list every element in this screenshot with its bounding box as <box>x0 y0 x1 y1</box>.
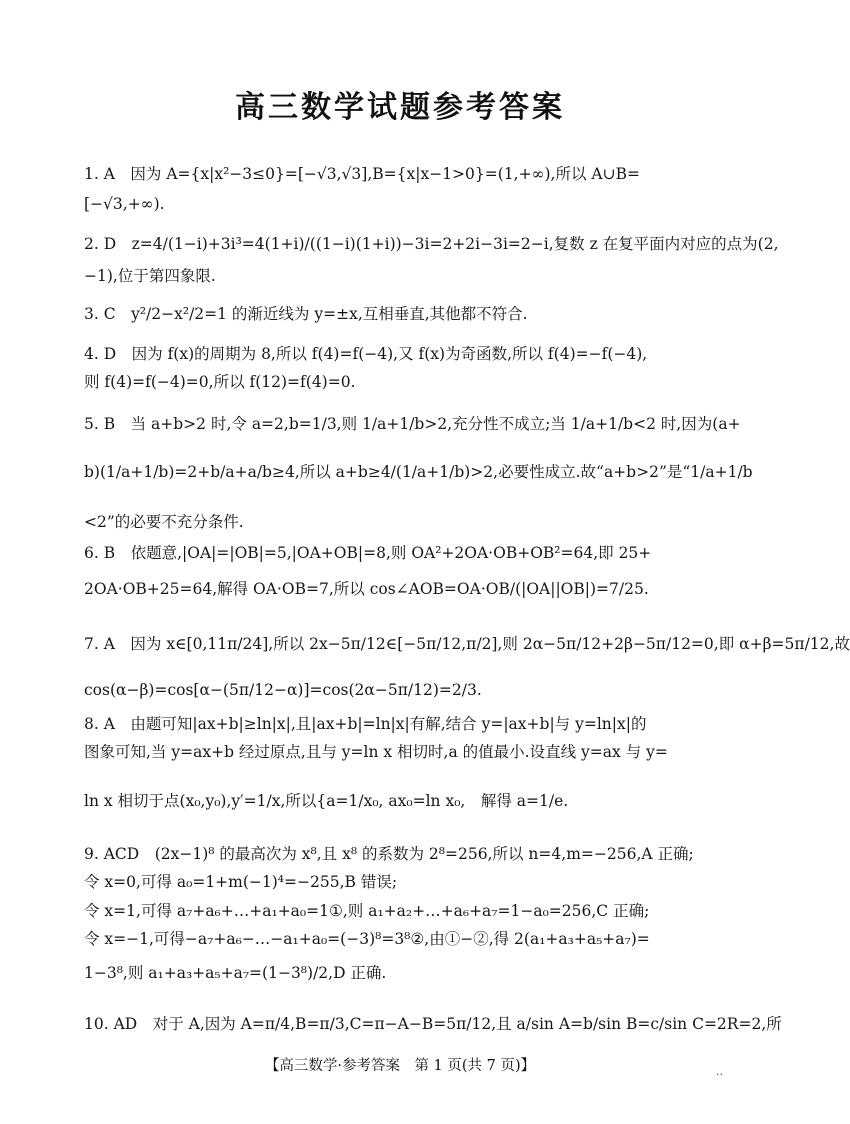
answer-line-q9-b: 令 x=0,可得 a₀=1+m(−1)⁴=−255,B 错误; <box>84 873 398 891</box>
answer-line-q6-b: 2OA·OB+25=64,解得 OA·OB=7,所以 cos∠AOB=OA·OB/(|OA||OB|)=7/25. <box>84 580 649 598</box>
answer-line-q1-b: [−√3,+∞). <box>84 195 165 213</box>
answer-line-q7-a: 7. A 因为 x∈[0,11π/24],所以 2x−5π/12∈[−5π/12,π/2],则 2α−5π/12+2β−5π/12=0,即 α+β=5π/12,故 <box>84 635 850 653</box>
answer-line-q9-d: 令 x=−1,可得−a₇+a₆−…−a₁+a₀=(−3)⁸=3⁸②,由①−②,得 2(a₁+a₃+a₅+a₇)= <box>84 930 650 948</box>
answer-line-q9-a: 9. ACD (2x−1)⁸ 的最高次为 x⁸,且 x⁸ 的系数为 2⁸=256,所以 n=4,m=−256,A 正确; <box>84 845 694 863</box>
answer-line-q2-b: −1),位于第四象限. <box>84 267 216 285</box>
answer-line-q10-a: 10. AD 对于 A,因为 A=π/4,B=π/3,C=π−A−B=5π/12,且 a/sin A=b/sin B=c/sin C=2R=2,所 <box>84 1015 782 1033</box>
answer-line-q3: 3. C y²/2−x²/2=1 的渐近线为 y=±x,互相垂直,其他都不符合. <box>84 305 528 323</box>
page-title: 高三数学试题参考答案 <box>235 90 565 125</box>
answer-line-q4-a: 4. D 因为 f(x)的周期为 8,所以 f(4)=f(−4),又 f(x)为奇函数,所以 f(4)=−f(−4), <box>84 345 648 363</box>
answer-line-q4-b: 则 f(4)=f(−4)=0,所以 f(12)=f(4)=0. <box>84 373 356 391</box>
page-footer: 【高三数学·参考答案 第 1 页(共 7 页)】 <box>264 1058 536 1074</box>
answer-line-q8-c: ln x 相切于点(x₀,y₀),y′=1/x,所以{a=1/x₀, ax₀=ln x₀, 解得 a=1/e. <box>84 792 569 810</box>
answer-line-q9-e: 1−3⁸,则 a₁+a₃+a₅+a₇=(1−3⁸)/2,D 正确. <box>84 964 387 982</box>
answer-line-q2-a: 2. D z=4/(1−i)+3i³=4(1+i)/((1−i)(1+i))−3i=2+2i−3i=2−i,复数 z 在复平面内对应的点为(2, <box>84 235 779 253</box>
answer-line-q5-c: <2”的必要不充分条件. <box>84 513 244 531</box>
answer-line-q1-a: 1. A 因为 A={x|x²−3≤0}=[−√3,√3],B={x|x−1>0}=(1,+∞),所以 A∪B= <box>84 165 640 183</box>
answer-line-q9-c: 令 x=1,可得 a₇+a₆+…+a₁+a₀=1①,则 a₁+a₂+…+a₆+a₇=1−a₀=256,C 正确; <box>84 902 650 920</box>
corner-mark: ·· <box>716 1068 723 1081</box>
answer-line-q8-a: 8. A 由题可知|ax+b|≥ln|x|,且|ax+b|=ln|x|有解,结合 y=|ax+b|与 y=ln|x|的 <box>84 715 647 733</box>
answer-line-q5-b: b)(1/a+1/b)=2+b/a+a/b≥4,所以 a+b≥4/(1/a+1/b)>2,必要性成立.故“a+b>2”是“1/a+1/b <box>84 463 753 481</box>
answer-line-q8-b: 图象可知,当 y=ax+b 经过原点,且与 y=ln x 相切时,a 的值最小.设直线 y=ax 与 y= <box>84 743 668 761</box>
answer-line-q6-a: 6. B 依题意,|OA|=|OB|=5,|OA+OB|=8,则 OA²+2OA·OB+OB²=64,即 25+ <box>84 544 652 562</box>
answer-line-q5-a: 5. B 当 a+b>2 时,令 a=2,b=1/3,则 1/a+1/b>2,充分性不成立;当 1/a+1/b<2 时,因为(a+ <box>84 415 741 433</box>
answer-line-q7-b: cos(α−β)=cos[α−(5π/12−α)]=cos(2α−5π/12)=2/3. <box>84 681 482 699</box>
